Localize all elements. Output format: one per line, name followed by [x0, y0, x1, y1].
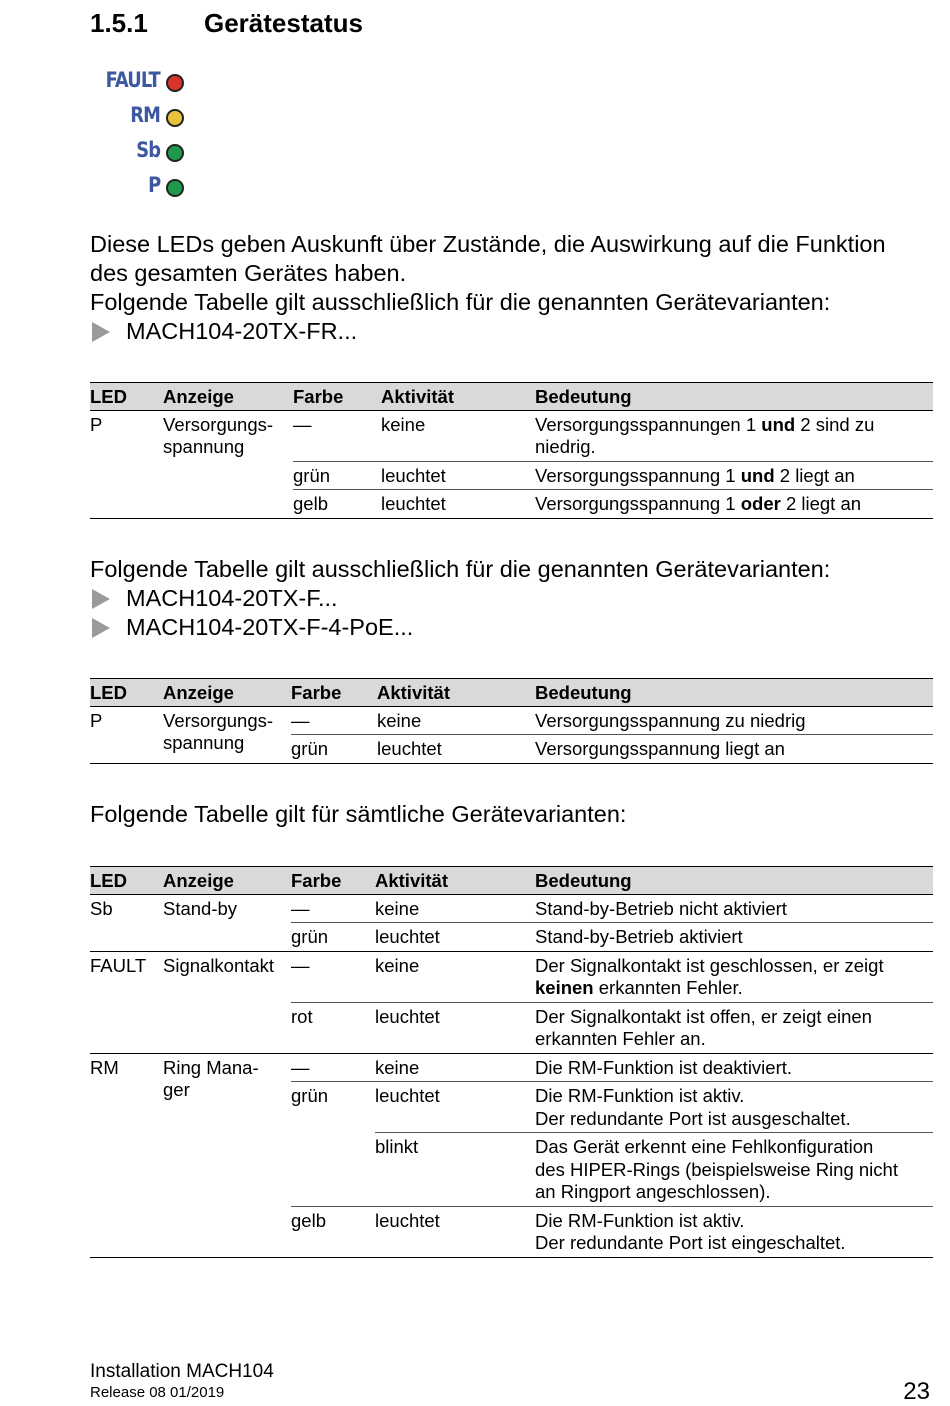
cell-bedeutung: Die RM-Funktion ist deaktiviert.	[535, 1053, 933, 1082]
led-table-fr	[90, 382, 933, 519]
cell-farbe: —	[291, 706, 377, 735]
header-aktivitaet: Aktivität	[377, 679, 535, 707]
cell-bedeutung: Der Signalkontakt ist offen, er zeigt einen erkannten Fehler an.	[535, 1002, 933, 1053]
cell-aktivitaet: leuchtet	[381, 461, 535, 490]
footer-title: Installation MACH104	[90, 1361, 274, 1382]
table-header-row	[90, 867, 933, 895]
table-row	[90, 894, 933, 923]
cell-anzeige: Ring Mana- ger	[163, 1053, 291, 1257]
led-panel-illustration	[90, 66, 184, 212]
cell-aktivitaet: leuchtet	[381, 490, 535, 519]
cell-farbe: grün	[291, 735, 377, 764]
triangle-bullet-icon	[92, 322, 110, 342]
cell-aktivitaet: blinkt	[375, 1133, 535, 1207]
section3-paragraph	[90, 800, 626, 829]
header-led: LED	[90, 867, 163, 895]
cell-aktivitaet: keine	[375, 894, 535, 923]
cell-aktivitaet: keine	[375, 951, 535, 1002]
cell-led: FAULT	[90, 951, 163, 1053]
header-led: LED	[90, 679, 163, 707]
led-sb-indicator	[166, 144, 184, 162]
cell-bedeutung: Versorgungsspannungen 1 und 2 sind zu niedrig.	[535, 410, 933, 461]
cell-farbe: grün	[293, 461, 381, 490]
header-farbe: Farbe	[293, 383, 381, 411]
cell-bedeutung: Der Signalkontakt ist geschlossen, er zeigt keinen erkannten Fehler.	[535, 951, 933, 1002]
cell-anzeige: Versorgungs- spannung	[163, 410, 293, 518]
variant-name: MACH104-20TX-FR...	[126, 318, 358, 344]
led-fault-indicator	[166, 74, 184, 92]
led-fault-label: FAULT	[105, 68, 160, 92]
cell-aktivitaet: leuchtet	[375, 1082, 535, 1133]
header-bedeutung: Bedeutung	[535, 383, 933, 411]
cell-farbe: —	[291, 894, 375, 923]
triangle-bullet-icon	[92, 589, 110, 609]
header-farbe: Farbe	[291, 679, 377, 707]
header-farbe: Farbe	[291, 867, 375, 895]
cell-bedeutung: Stand-by-Betrieb nicht aktiviert	[535, 894, 933, 923]
cell-farbe: —	[291, 951, 375, 1002]
cell-aktivitaet: keine	[381, 410, 535, 461]
table-header-row	[90, 383, 933, 411]
cell-bedeutung: Versorgungsspannung zu niedrig	[535, 706, 933, 735]
page-number: 23	[903, 1378, 930, 1405]
cell-farbe: rot	[291, 1002, 375, 1053]
footer-release: Release 08 01/2019	[90, 1384, 225, 1401]
variant-bullet	[90, 613, 830, 642]
led-p-indicator	[166, 179, 184, 197]
table-row	[90, 1053, 933, 1082]
cell-farbe: —	[293, 410, 381, 461]
cell-aktivitaet: keine	[377, 706, 535, 735]
header-aktivitaet: Aktivität	[375, 867, 535, 895]
cell-farbe: grün	[291, 923, 375, 952]
header-anzeige: Anzeige	[163, 867, 291, 895]
variant-name: MACH104-20TX-F-4-PoE...	[126, 614, 414, 640]
section3-line: Folgende Tabelle gilt für sämtliche Gerätevarianten:	[90, 801, 627, 827]
cell-farbe: grün	[291, 1082, 375, 1207]
cell-bedeutung: Versorgungsspannung 1 und 2 liegt an	[535, 461, 933, 490]
cell-bedeutung: Die RM-Funktion ist aktiv. Der redundante Port ist eingeschaltet.	[535, 1206, 933, 1257]
header-anzeige: Anzeige	[163, 383, 293, 411]
section-number: 1.5.1	[90, 8, 148, 38]
led-table-f	[90, 678, 933, 764]
cell-farbe: gelb	[293, 490, 381, 519]
intro-line: Diese LEDs geben Auskunft über Zustände, die Auswirkung auf die Funktion	[90, 231, 886, 257]
table-row	[90, 410, 933, 461]
section-title: Gerätestatus	[204, 8, 363, 38]
variant-bullet	[90, 317, 886, 346]
cell-led: P	[90, 410, 163, 518]
led-rm-indicator	[166, 109, 184, 127]
table-header-row	[90, 679, 933, 707]
cell-bedeutung: Versorgungsspannung liegt an	[535, 735, 933, 764]
led-rm	[90, 103, 184, 133]
led-p-label: P	[147, 173, 160, 197]
header-bedeutung: Bedeutung	[535, 867, 933, 895]
header-bedeutung: Bedeutung	[535, 679, 933, 707]
intro-line: Folgende Tabelle gilt ausschließlich für die genannten Gerätevarianten:	[90, 289, 831, 315]
header-led: LED	[90, 383, 163, 411]
cell-bedeutung: Stand-by-Betrieb aktiviert	[535, 923, 933, 952]
cell-anzeige: Versorgungs- spannung	[163, 706, 291, 763]
intro-line: des gesamten Gerätes haben.	[90, 260, 407, 286]
cell-led: Sb	[90, 894, 163, 951]
led-p	[90, 173, 184, 203]
cell-aktivitaet: leuchtet	[377, 735, 535, 764]
led-fault	[90, 68, 184, 98]
led-sb	[90, 138, 184, 168]
cell-led: P	[90, 706, 163, 763]
triangle-bullet-icon	[92, 618, 110, 638]
variant-bullet	[90, 584, 830, 613]
cell-anzeige: Signalkontakt	[163, 951, 291, 1053]
cell-bedeutung: Die RM-Funktion ist aktiv. Der redundante Port ist ausgeschaltet.	[535, 1082, 933, 1133]
led-rm-label: RM	[130, 103, 160, 127]
led-table-all	[90, 866, 933, 1258]
cell-anzeige: Stand-by	[163, 894, 291, 951]
variant-name: MACH104-20TX-F...	[126, 585, 338, 611]
cell-aktivitaet: leuchtet	[375, 923, 535, 952]
header-aktivitaet: Aktivität	[381, 383, 535, 411]
cell-led: RM	[90, 1053, 163, 1257]
cell-farbe: gelb	[291, 1206, 375, 1257]
header-anzeige: Anzeige	[163, 679, 291, 707]
led-sb-label: Sb	[136, 138, 160, 162]
cell-bedeutung: Versorgungsspannung 1 oder 2 liegt an	[535, 490, 933, 519]
table-row	[90, 951, 933, 1002]
cell-bedeutung: Das Gerät erkennt eine Fehlkonfiguration des HIPER-Rings (beispielsweise Ring nicht an Ringport angeschlossen).	[535, 1133, 933, 1207]
section-heading	[90, 8, 363, 39]
section2-line: Folgende Tabelle gilt ausschließlich für die genannten Gerätevarianten:	[90, 556, 831, 582]
table-row	[90, 706, 933, 735]
section2-paragraph	[90, 555, 830, 642]
intro-paragraph	[90, 230, 886, 346]
cell-aktivitaet: leuchtet	[375, 1206, 535, 1257]
cell-farbe: —	[291, 1053, 375, 1082]
cell-aktivitaet: leuchtet	[375, 1002, 535, 1053]
cell-aktivitaet: keine	[375, 1053, 535, 1082]
